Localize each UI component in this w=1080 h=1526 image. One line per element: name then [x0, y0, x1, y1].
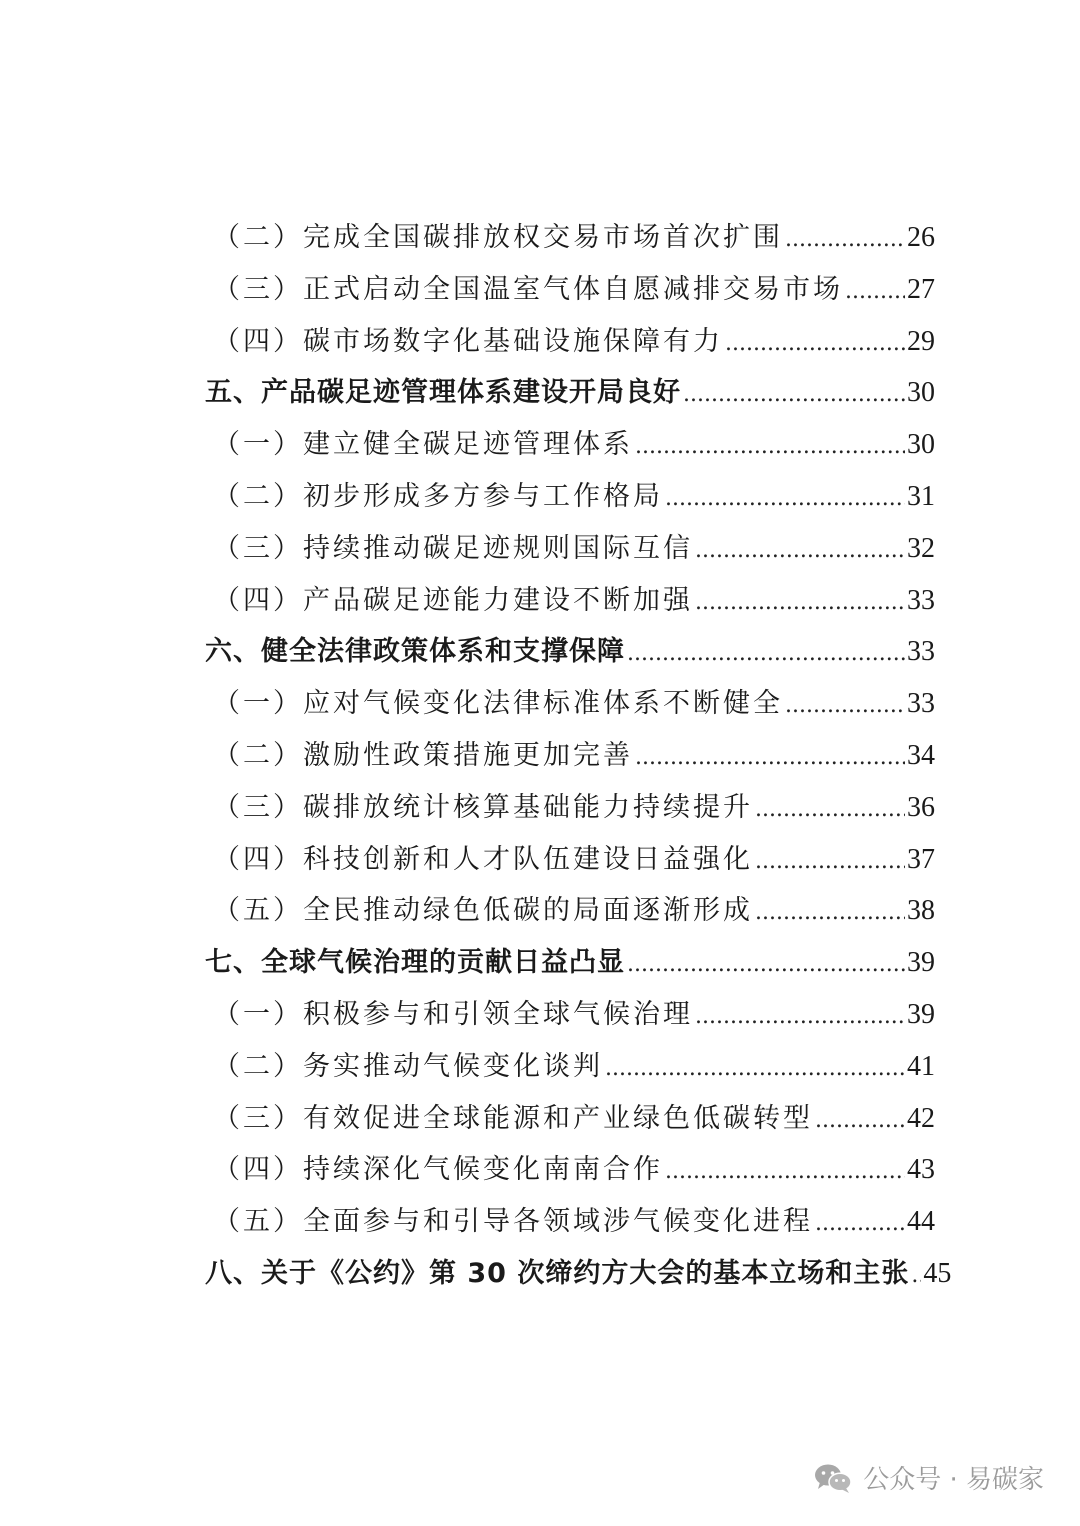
toc-page-number: 42	[907, 1102, 935, 1134]
toc-dot-leader	[695, 577, 905, 629]
toc-page-number: 41	[907, 1050, 935, 1082]
toc-dot-leader	[635, 732, 905, 784]
toc-entry-title: 积极参与和引领全球气候治理	[303, 998, 693, 1030]
toc-section-row[interactable]	[205, 937, 935, 989]
toc-entry-number: （三）	[213, 532, 303, 564]
toc-section-row[interactable]	[205, 1248, 952, 1300]
toc-dot-leader	[605, 1043, 905, 1095]
toc-dot-leader	[695, 991, 905, 1043]
toc-dot-leader	[725, 318, 905, 370]
toc-page-number: 27	[907, 273, 935, 305]
toc-page-number: 43	[907, 1154, 935, 1186]
toc-subsection-row[interactable]	[205, 730, 935, 782]
toc-subsection-row[interactable]	[205, 989, 935, 1041]
toc-entry-number: （二）	[213, 739, 303, 771]
toc-entry-number: 八、	[205, 1257, 261, 1289]
toc-subsection-row[interactable]	[205, 419, 935, 471]
toc-page-number: 31	[907, 480, 935, 512]
toc-subsection-row[interactable]	[205, 1093, 935, 1145]
toc-dot-leader	[695, 525, 905, 577]
toc-entry-number: （四）	[213, 1154, 303, 1186]
toc-subsection-row[interactable]	[205, 1144, 935, 1196]
toc-subsection-row[interactable]	[205, 471, 935, 523]
toc-section-row[interactable]	[205, 367, 935, 419]
toc-entry-title: 关于《公约》第 30 次缔约方大会的基本立场和主张	[261, 1257, 910, 1289]
toc-subsection-row[interactable]	[205, 782, 935, 834]
table-of-contents	[205, 212, 952, 1300]
toc-page-number: 33	[907, 584, 935, 616]
toc-subsection-row[interactable]	[205, 316, 935, 368]
toc-page-number: 39	[907, 998, 935, 1030]
toc-entry-number: （三）	[213, 273, 303, 305]
toc-entry-title: 正式启动全国温室气体自愿减排交易市场	[303, 273, 843, 305]
toc-entry-title: 全球气候治理的贡献日益凸显	[261, 947, 625, 979]
toc-dot-leader	[627, 939, 905, 991]
toc-entry-title: 碳排放统计核算基础能力持续提升	[303, 791, 753, 823]
toc-entry-number: 七、	[205, 947, 261, 979]
toc-entry-title: 科技创新和人才队伍建设日益强化	[303, 843, 753, 875]
toc-entry-title: 产品碳足迹能力建设不断加强	[303, 584, 693, 616]
toc-dot-leader	[635, 421, 905, 473]
toc-dot-leader	[785, 680, 905, 732]
toc-subsection-row[interactable]	[205, 523, 935, 575]
toc-entry-number: （一）	[213, 688, 303, 720]
toc-entry-title: 应对气候变化法律标准体系不断健全	[303, 688, 783, 720]
toc-entry-number: （四）	[213, 325, 303, 357]
toc-entry-title: 激励性政策措施更加完善	[303, 739, 633, 771]
toc-dot-leader	[755, 784, 905, 836]
toc-entry-title: 持续推动碳足迹规则国际互信	[303, 532, 693, 564]
toc-subsection-row[interactable]	[205, 212, 935, 264]
toc-page-number: 33	[907, 688, 935, 720]
toc-entry-number: （二）	[213, 480, 303, 512]
toc-dot-leader	[665, 473, 905, 525]
toc-entry-number: 五、	[205, 377, 261, 409]
toc-dot-leader	[845, 266, 905, 318]
toc-entry-title: 碳市场数字化基础设施保障有力	[303, 325, 723, 357]
toc-entry-title: 建立健全碳足迹管理体系	[303, 429, 633, 461]
toc-entry-number: （五）	[213, 895, 303, 927]
toc-dot-leader	[911, 1250, 921, 1302]
toc-dot-leader	[815, 1198, 905, 1250]
toc-entry-number: 六、	[205, 636, 261, 668]
toc-page-number: 37	[907, 843, 935, 875]
toc-dot-leader	[815, 1095, 905, 1147]
toc-entry-number: （五）	[213, 1206, 303, 1238]
toc-entry-number: （三）	[213, 1102, 303, 1134]
toc-subsection-row[interactable]	[205, 1041, 935, 1093]
toc-subsection-row[interactable]	[205, 678, 935, 730]
toc-subsection-row[interactable]	[205, 1196, 935, 1248]
toc-entry-title: 有效促进全球能源和产业绿色低碳转型	[303, 1102, 813, 1134]
toc-subsection-row[interactable]	[205, 264, 935, 316]
toc-dot-leader	[683, 369, 905, 421]
toc-entry-number: （一）	[213, 998, 303, 1030]
toc-page-number: 38	[907, 895, 935, 927]
toc-page-number: 26	[907, 222, 935, 253]
toc-entry-title: 产品碳足迹管理体系建设开局良好	[261, 377, 681, 409]
toc-subsection-row[interactable]	[205, 575, 935, 627]
toc-dot-leader	[665, 1146, 905, 1198]
toc-page-number: 44	[907, 1206, 935, 1238]
toc-dot-leader	[627, 628, 905, 680]
wechat-icon	[813, 1462, 853, 1494]
toc-page-number: 36	[907, 791, 935, 823]
toc-entry-number: （二）	[213, 222, 303, 253]
toc-dot-leader	[755, 887, 905, 939]
toc-entry-number: （三）	[213, 791, 303, 823]
toc-page-number: 32	[907, 532, 935, 564]
toc-page-number: 30	[907, 429, 935, 461]
watermark	[813, 1459, 1044, 1496]
toc-subsection-row[interactable]	[205, 834, 935, 886]
toc-entry-number: （一）	[213, 429, 303, 461]
toc-entry-title: 持续深化气候变化南南合作	[303, 1154, 663, 1186]
toc-page-number: 45	[923, 1257, 952, 1289]
toc-entry-number: （四）	[213, 584, 303, 616]
toc-dot-leader	[755, 836, 905, 888]
toc-page-number: 39	[907, 947, 935, 979]
watermark-text: 公众号 · 易碳家	[863, 1465, 1044, 1495]
toc-page-number: 29	[907, 325, 935, 357]
toc-entry-title: 初步形成多方参与工作格局	[303, 480, 663, 512]
toc-entry-title: 全面参与和引导各领域涉气候变化进程	[303, 1206, 813, 1238]
toc-entry-number: （四）	[213, 843, 303, 875]
toc-entry-title: 健全法律政策体系和支撑保障	[261, 636, 625, 668]
toc-page-number: 33	[907, 636, 935, 668]
toc-entry-title: 完成全国碳排放权交易市场首次扩围	[303, 222, 783, 253]
toc-section-row[interactable]	[205, 626, 935, 678]
toc-entry-title: 务实推动气候变化谈判	[303, 1050, 603, 1082]
toc-entry-title: 全民推动绿色低碳的局面逐渐形成	[303, 895, 753, 927]
toc-dot-leader	[785, 214, 905, 266]
toc-page-number: 30	[907, 377, 935, 409]
toc-page-number: 34	[907, 739, 935, 771]
toc-subsection-row[interactable]	[205, 885, 935, 937]
toc-entry-number: （二）	[213, 1050, 303, 1082]
